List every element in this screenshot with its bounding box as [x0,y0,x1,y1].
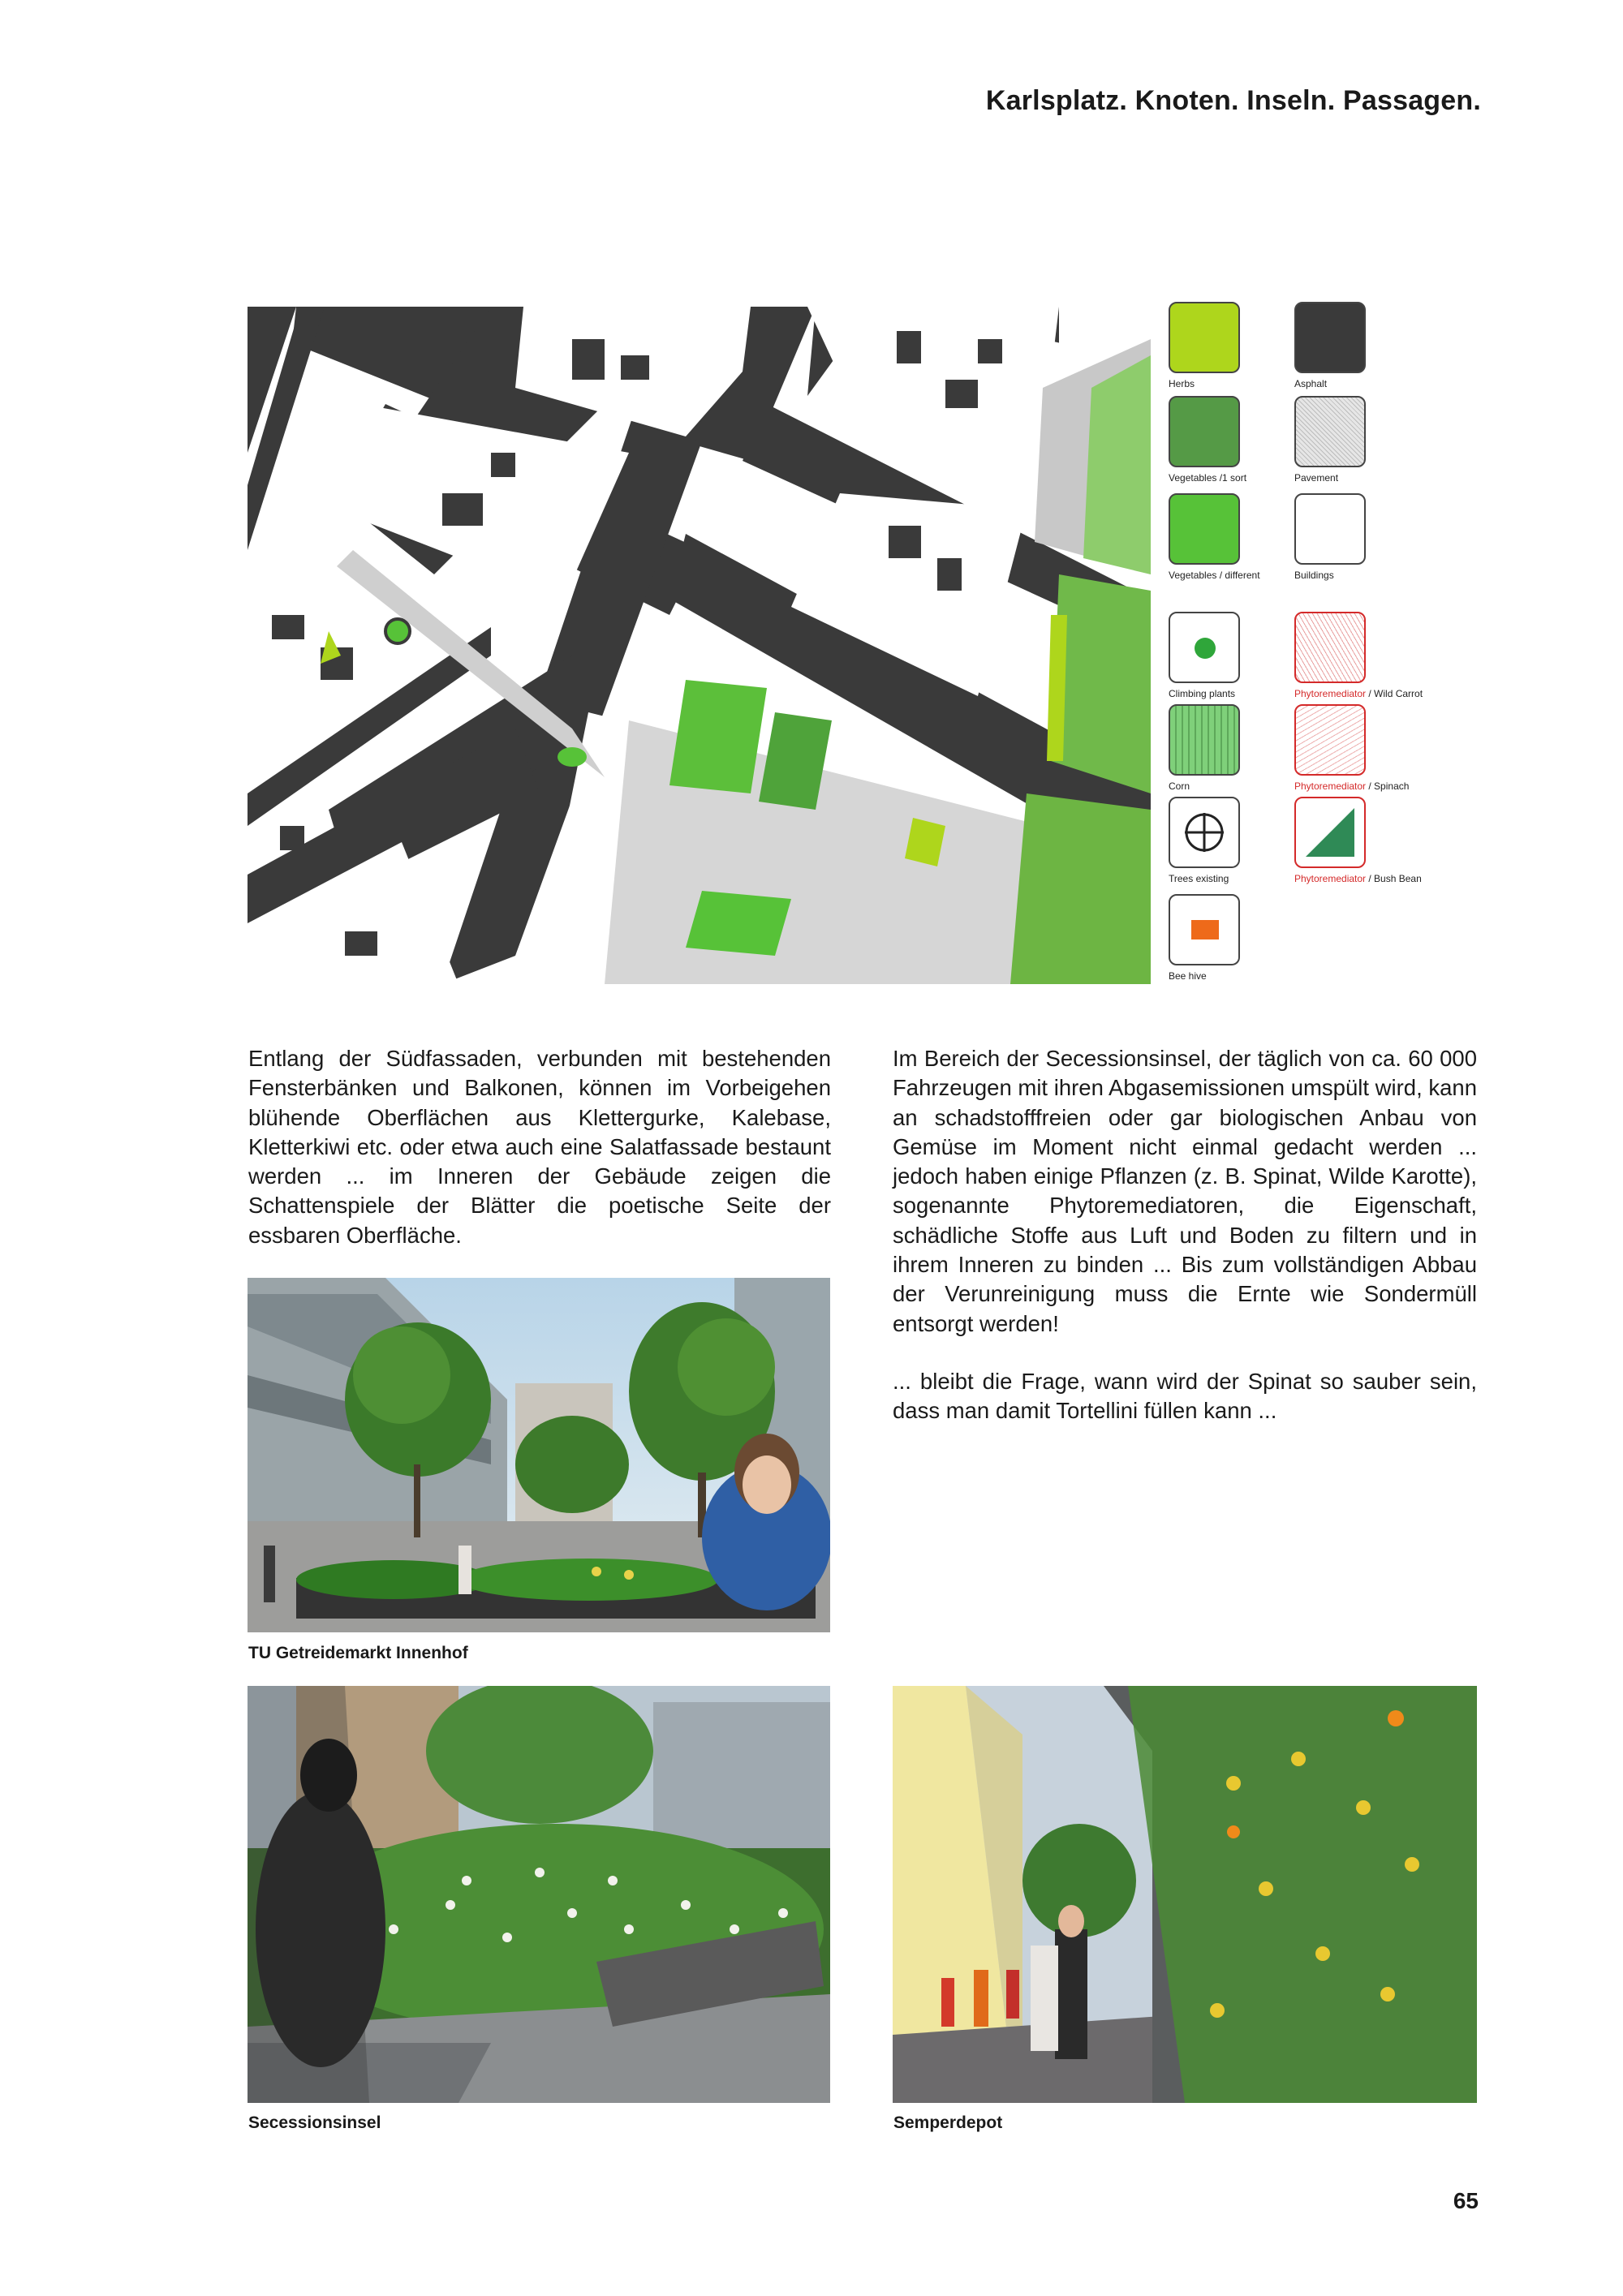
legend-item-vegetables-different [1169,493,1315,581]
pavement-swatch-icon [1294,396,1366,467]
corn-swatch-icon [1169,704,1240,776]
legend-item-asphalt [1294,302,1440,389]
photo-tu-getreidemarkt-innenhof [248,1278,830,1632]
page-title: Karlsplatz. Knoten. Inseln. Passagen. [985,85,1481,116]
legend-label: Asphalt [1294,378,1328,389]
caption-semperdepot: Semperdepot [893,2113,1003,2132]
caption-innenhof: TU Getreidemarkt Innenhof [248,1644,468,1662]
legend-label: Phytoremediator / Spinach [1294,780,1410,792]
legend-item-pavement [1294,396,1440,484]
legend-label: Corn [1169,780,1190,792]
paragraph-secession-island: Im Bereich der Secessionsinsel, der täglich von ca. 60 000 Fahrzeugen mit ihren Abgasemissionen umspült wird, kann an schadstofffreien oder gar biologischen Anbau von Gemüse im Moment nicht einmal gedacht werden ... jedoch haben einige Pflanzen (z. B. Spinat, Wilde Karotte), sogenannte Phytoremediatoren, die Eigenschaft, schädliche Stoffe aus Luft und Boden zu filtern und in ihrem Inneren zu binden ... Bis zum vollständigen Abbau der Verunreinigung muss die Ernte wie Sondermüll entsorgt werden! [893,1046,1477,1336]
site-plan-map [248,307,1151,984]
legend-label: Vegetables / different [1169,570,1260,581]
vegetables-different-swatch-icon [1169,493,1240,565]
herbs-swatch-icon [1169,302,1240,373]
legend-item-phytoremediator-spinach [1294,704,1440,792]
legend-label: Phytoremediator / Wild Carrot [1294,688,1423,699]
legend-label: Buildings [1294,570,1334,581]
paragraph-south-facades: Entlang der Südfassaden, verbunden mit bestehenden Fensterbänken und Balkonen, können im Vorbeigehen blühende Oberflächen aus Klettergurke, Kalebase, Kletterkiwi etc. oder etwa auch eine Salatfassade bestaunt werden ... im Inneren der Gebäude zeigen die Schattenspiele der Blätter die poetische Seite der essbaren Oberfläche. [248,1046,831,1248]
bee-hive-swatch-icon [1169,894,1240,965]
legend-label: Trees existing [1169,873,1229,884]
photo-secessionsinsel [248,1686,830,2103]
page-number: 65 [1453,2188,1479,2213]
legend-item-herbs [1169,302,1315,389]
photo-semperdepot [893,1686,1477,2103]
legend-item-buildings [1294,493,1440,581]
legend-item-corn [1169,704,1315,792]
paragraph-spinach-question: ... bleibt die Frage, wann wird der Spinat so sauber sein, dass man damit Tortellini füllen kann ... [893,1369,1477,1424]
legend-label: Vegetables /1 sort [1169,472,1247,484]
legend-label: Bee hive [1169,970,1207,982]
legend-item-phytoremediator-wild-carrot [1294,612,1440,699]
legend-label: Climbing plants [1169,688,1236,699]
site-plan-drawing [248,307,1151,984]
legend-label: Herbs [1169,378,1195,389]
caption-secessionsinsel: Secessionsinsel [248,2113,381,2132]
phytoremediator-spinach-swatch-icon [1294,704,1366,776]
phytoremediator-wild-carrot-swatch-icon [1294,612,1366,683]
asphalt-swatch-icon [1294,302,1366,373]
climbing-plants-swatch-icon [1169,612,1240,683]
legend-label: Phytoremediator / Bush Bean [1294,873,1422,884]
legend-label: Pavement [1294,472,1339,484]
buildings-swatch-icon [1294,493,1366,565]
legend-item-climbing-plants [1169,612,1315,699]
legend-item-bee-hive [1169,894,1315,982]
trees-existing-swatch-icon [1169,797,1240,868]
phytoremediator-bush-bean-swatch-icon [1294,797,1366,868]
map-legend [1169,302,1493,987]
legend-item-phytoremediator-bush-bean [1294,797,1440,884]
vegetables-one-sort-swatch-icon [1169,396,1240,467]
legend-item-vegetables-one-sort [1169,396,1315,484]
legend-item-trees-existing [1169,797,1315,884]
